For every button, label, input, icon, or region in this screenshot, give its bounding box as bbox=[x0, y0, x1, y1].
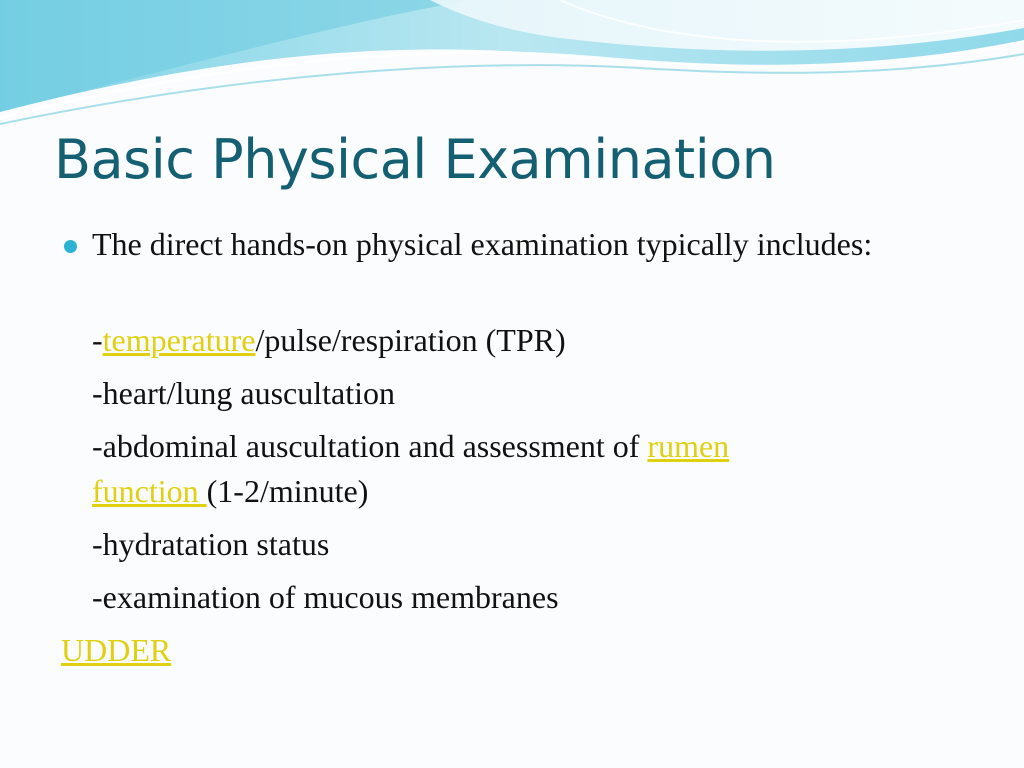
temperature-link[interactable]: temperature bbox=[102, 322, 256, 358]
udder-link[interactable]: UDDER bbox=[61, 632, 172, 668]
slide-title: Basic Physical Examination bbox=[54, 128, 776, 191]
bullet-icon bbox=[64, 240, 77, 253]
rumen-suffix: (1-2/minute) bbox=[206, 473, 369, 509]
rumen-function-link[interactable]: rumen bbox=[647, 428, 730, 464]
tpr-prefix: - bbox=[92, 322, 103, 358]
tpr-suffix: /pulse/respiration (TPR) bbox=[255, 322, 566, 358]
header-wave-decoration bbox=[0, 0, 1024, 130]
list-item-hydration: -hydratation status bbox=[92, 526, 330, 562]
list-item-heart-lung: -heart/lung auscultation bbox=[92, 375, 396, 411]
list-item-rumen-line2 bbox=[92, 473, 368, 510]
list-item-tpr bbox=[92, 322, 566, 359]
list-item-rumen-line1 bbox=[92, 428, 729, 465]
rumen-prefix: -abdominal auscultation and assessment of bbox=[92, 428, 648, 464]
rumen-function-link-continued[interactable]: function bbox=[92, 473, 207, 509]
list-item-mucous: -examination of mucous membranes bbox=[92, 579, 559, 615]
intro-text: The direct hands-on physical examination typically includes: bbox=[92, 226, 873, 262]
